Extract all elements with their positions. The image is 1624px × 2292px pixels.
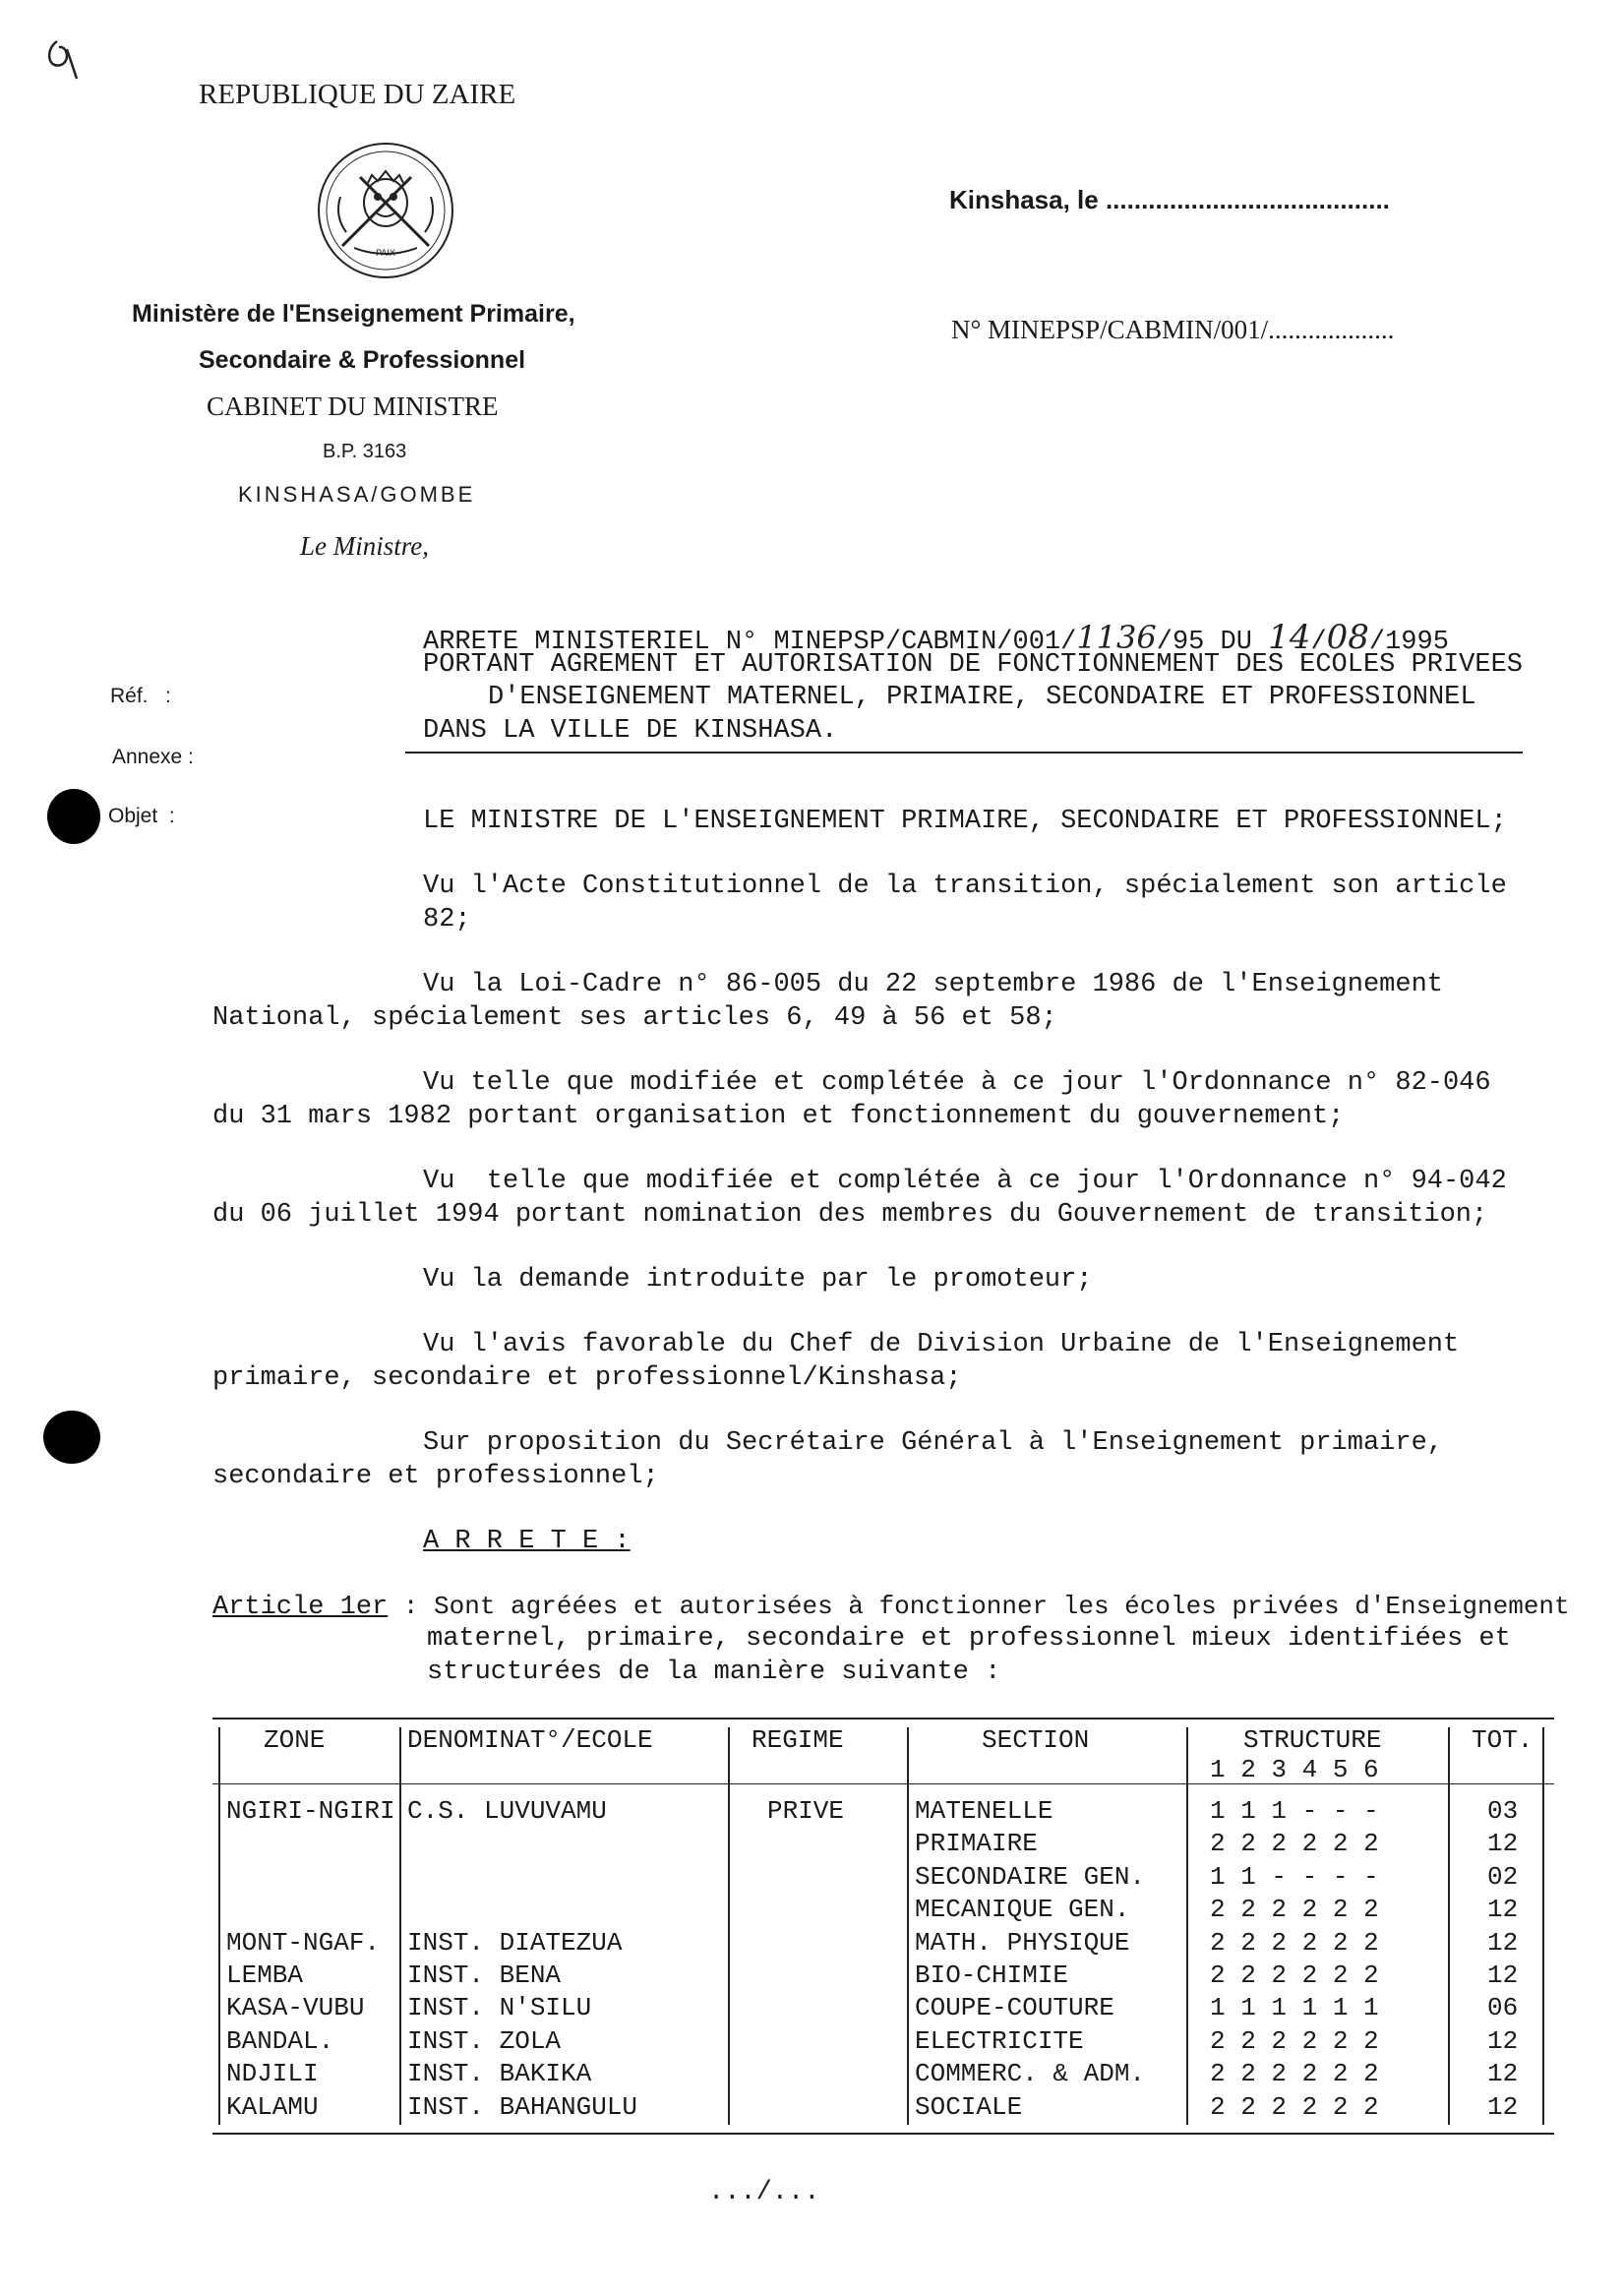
title-underline (405, 752, 1523, 754)
table-cell-structure: 1 1 - - - - (1210, 1862, 1379, 1892)
proposition-line2: secondaire et professionnel; (212, 1462, 659, 1491)
article-1-line1: Article 1er : Sont agréées et autorisées à fonctionner les écoles privées d'Enseignement (212, 1592, 1570, 1622)
table-cell-section: COMMERC. & ADM. (915, 2059, 1146, 2088)
table-cell-section: SOCIALE (915, 2092, 1023, 2122)
table-cell-section: PRIMAIRE (915, 1829, 1038, 1858)
proposition-line1: Sur proposition du Secrétaire Général à l'Enseignement primaire, (423, 1428, 1443, 1458)
table-cell-total: 12 (1487, 1960, 1519, 1990)
table-cell-total: 12 (1487, 2092, 1519, 2122)
table-cell-structure: 2 2 2 2 2 2 (1210, 1829, 1379, 1858)
handwritten-month: 08 (1326, 618, 1369, 657)
vu-paragraph-4-line1: Vu telle que modifiée et complétée à ce jour l'Ordonnance n° 94-042 (423, 1167, 1507, 1196)
vu-paragraph-4-line2: du 06 juillet 1994 portant nomination des membres du Gouvernement de transition; (212, 1200, 1488, 1230)
table-cell-zone: NGIRI-NGIRI (226, 1796, 395, 1826)
table-cell-total: 06 (1487, 1993, 1519, 2022)
table-cell-section: COUPE-COUTURE (915, 1993, 1114, 2022)
table-cell-structure: 2 2 2 2 2 2 (1210, 1895, 1379, 1924)
col-divider-0 (218, 1727, 220, 2125)
punch-hole-bottom (43, 1411, 100, 1464)
header-zone: ZONE (264, 1725, 326, 1755)
vu-paragraph-1-line2: 82; (423, 905, 471, 935)
minister-heading: LE MINISTRE DE L'ENSEIGNEMENT PRIMAIRE, SECONDAIRE ET PROFESSIONNEL; (423, 807, 1507, 836)
col-divider-6 (1542, 1727, 1544, 2125)
table-cell-ecole: INST. BAHANGULU (407, 2092, 638, 2122)
table-cell-total: 02 (1487, 1862, 1519, 1892)
handwritten-corner-mark (37, 30, 96, 89)
table-cell-structure: 2 2 2 2 2 2 (1210, 2059, 1379, 2088)
postal-box: B.P. 3163 (323, 441, 407, 462)
table-cell-total: 12 (1487, 1829, 1519, 1858)
header-total: TOT. (1472, 1725, 1534, 1755)
arrete-heading: A R R E T E : (423, 1527, 631, 1556)
punch-hole-top (47, 789, 100, 844)
article-1-line3: structurées de la manière suivante : (427, 1658, 1001, 1687)
table-cell-ecole: INST. BAKIKA (407, 2059, 592, 2088)
table-cell-zone: KALAMU (226, 2092, 319, 2122)
table-cell-section: SECONDAIRE GEN. (915, 1862, 1146, 1892)
table-cell-structure: 2 2 2 2 2 2 (1210, 1960, 1379, 1990)
vu-paragraph-5: Vu la demande introduite par le promoteur; (423, 1265, 1093, 1295)
col-divider-2 (728, 1727, 730, 2125)
vu-paragraph-1-line1: Vu l'Acte Constitutionnel de la transition, spécialement son article (423, 872, 1507, 901)
ministry-name-line2: Secondaire & Professionnel (199, 346, 526, 374)
table-cell-zone: MONT-NGAF. (226, 1928, 381, 1958)
table-cell-structure: 2 2 2 2 2 2 (1210, 1928, 1379, 1958)
minister-signature-label: Le Ministre, (300, 531, 429, 561)
table-cell-ecole: INST. N'SILU (407, 1993, 592, 2022)
vu-paragraph-6-line2: primaire, secondaire et professionnel/Kinshasa; (212, 1363, 962, 1393)
table-cell-section: BIO-CHIMIE (915, 1960, 1069, 1990)
table-cell-zone: KASA-VUBU (226, 1993, 365, 2022)
table-cell-zone: LEMBA (226, 1960, 304, 1990)
col-divider-5 (1448, 1727, 1450, 2125)
table-cell-section: MATENELLE (915, 1796, 1053, 1826)
decree-title-line4: DANS LA VILLE DE KINSHASA. (423, 716, 838, 746)
table-cell-ecole: INST. DIATEZUA (407, 1928, 623, 1958)
article-1-line2: maternel, primaire, secondaire et professionnel mieux identifiées et (427, 1624, 1511, 1654)
decree-title-line1: ARRETE MINISTERIEL N° MINEPSP/CABMIN/001/1136/95 DU 14/08/1995 (423, 618, 1449, 657)
table-top-rule (212, 1718, 1554, 1719)
vu-paragraph-2-line2: National, spécialement ses articles 6, 49 à 56 et 58; (212, 1003, 1057, 1033)
table-cell-section: MECANIQUE GEN. (915, 1895, 1130, 1924)
table-cell-total: 12 (1487, 2059, 1519, 2088)
header-regime: REGIME (752, 1725, 844, 1755)
table-cell-ecole: INST. ZOLA (407, 2026, 562, 2056)
table-cell-total: 03 (1487, 1796, 1519, 1826)
article-1-label: Article 1er (212, 1593, 389, 1622)
col-divider-3 (907, 1727, 909, 2125)
header-denomination: DENOMINAT°/ECOLE (407, 1725, 653, 1755)
table-cell-ecole: C.S. LUVUVAMU (407, 1796, 607, 1826)
decree-title-line2: PORTANT AGREMENT ET AUTORISATION DE FONCTIONNEMENT DES ECOLES PRIVEES (423, 650, 1523, 680)
national-emblem-icon (313, 138, 458, 283)
reference-number: N° MINEPSP/CABMIN/001/................... (951, 315, 1395, 344)
table-cell-zone: NDJILI (226, 2059, 319, 2088)
page-continuation: .../... (708, 2178, 820, 2207)
cabinet-label: CABINET DU MINISTRE (207, 392, 499, 421)
vu-paragraph-3-line2: du 31 mars 1982 portant organisation et fonctionnement du gouvernement; (212, 1102, 1345, 1131)
emblem-motto: PAIX (376, 248, 395, 258)
handwritten-decree-number: 1136 (1076, 619, 1157, 656)
header-structure-years: 1 2 3 4 5 6 (1210, 1755, 1379, 1784)
table-cell-section: MATH. PHYSIQUE (915, 1928, 1130, 1958)
vu-paragraph-3-line1: Vu telle que modifiée et complétée à ce jour l'Ordonnance n° 82-046 (423, 1068, 1491, 1098)
table-cell-total: 12 (1487, 1928, 1519, 1958)
ref-label: Réf. : (110, 685, 171, 707)
table-cell-section: ELECTRICITE (915, 2026, 1084, 2056)
annexe-label: Annexe : (112, 746, 194, 768)
decree-title-line3: D'ENSEIGNEMENT MATERNEL, PRIMAIRE, SECONDAIRE ET PROFESSIONNEL (488, 683, 1476, 712)
table-cell-structure: 2 2 2 2 2 2 (1210, 2092, 1379, 2122)
header-section: SECTION (982, 1725, 1090, 1755)
vu-paragraph-6-line1: Vu l'avis favorable du Chef de Division Urbaine de l'Enseignement (423, 1330, 1460, 1359)
table-cell-ecole: INST. BENA (407, 1960, 562, 1990)
ministry-name-line1: Ministère de l'Enseignement Primaire, (132, 300, 575, 328)
header-structure: STRUCTURE (1243, 1725, 1382, 1755)
vu-paragraph-2-line1: Vu la Loi-Cadre n° 86-005 du 22 septembre 1986 de l'Enseignement (423, 970, 1443, 999)
table-cell-structure: 2 2 2 2 2 2 (1210, 2026, 1379, 2056)
table-cell-regime: PRIVE (767, 1796, 845, 1826)
table-cell-zone: BANDAL. (226, 2026, 334, 2056)
table-cell-structure: 1 1 1 1 1 1 (1210, 1993, 1379, 2022)
handwritten-day: 14 (1268, 618, 1311, 657)
col-divider-1 (399, 1727, 401, 2125)
table-bottom-rule (212, 2133, 1554, 2135)
table-cell-total: 12 (1487, 2026, 1519, 2056)
table-cell-total: 12 (1487, 1895, 1519, 1924)
date-place-line: Kinshasa, le ........................................ (949, 185, 1390, 214)
col-divider-4 (1186, 1727, 1188, 2125)
republic-title: REPUBLIQUE DU ZAIRE (199, 79, 516, 110)
objet-label: Objet : (108, 805, 175, 827)
office-city: KINSHASA/GOMBE (238, 482, 476, 507)
table-cell-structure: 1 1 1 - - - (1210, 1796, 1379, 1826)
